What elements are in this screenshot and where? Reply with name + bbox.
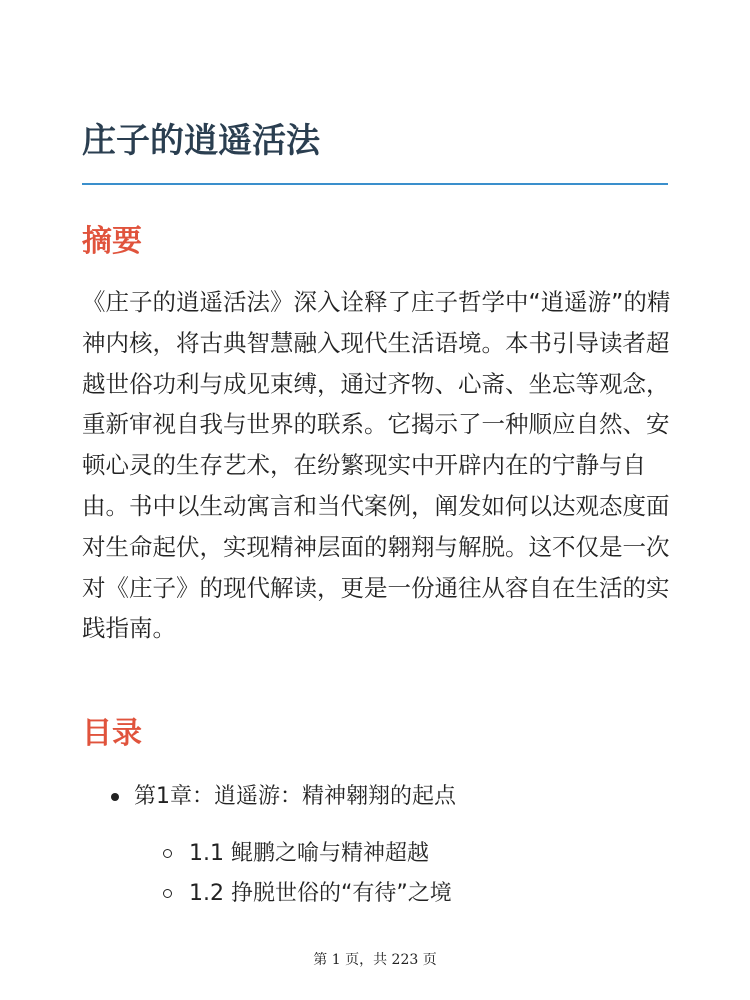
abstract-heading: 摘要 — [82, 224, 142, 259]
title-divider — [82, 183, 668, 185]
page-number-footer: 第 1 页，共 223 页 — [313, 952, 437, 968]
toc-chapter-label: 第1章：逍遥游：精神翱翔的起点 — [134, 784, 456, 809]
toc-section-1-1[interactable] — [134, 834, 668, 874]
bullet-disc-icon — [111, 793, 119, 801]
toc-sublist — [134, 834, 668, 914]
toc-heading: 目录 — [82, 716, 142, 751]
toc-section-label: 1.1 鲲鹏之喻与精神超越 — [189, 841, 429, 866]
document-title: 庄子的逍遥活法 — [82, 121, 320, 161]
bullet-circle-icon — [163, 889, 172, 898]
toc-list — [82, 777, 668, 914]
toc-chapter-1[interactable] — [82, 777, 668, 914]
toc-section-1-2[interactable] — [134, 874, 668, 914]
bullet-circle-icon — [163, 849, 172, 858]
abstract-text: 《庄子的逍遥活法》深入诠释了庄子哲学中“逍遥游”的精神内核，将古典智慧融入现代生活语境。本书引导读者超越世俗功利与成见束缚，通过齐物、心斋、坐忘等观念，重新审视自我与世界的联系。它揭示了一种顺应自然、安顿心灵的生存艺术，在纷繁现实中开辟内在的宁静与自由。书中以生动寓言和当代案例，阐发如何以达观态度面对生命起伏，实现精神层面的翱翔与解脱。这不仅是一次对《庄子》的现代解读，更是一份通往从容自在生活的实践指南。 — [82, 288, 671, 643]
toc-section-label: 1.2 挣脱世俗的“有待”之境 — [189, 881, 452, 906]
